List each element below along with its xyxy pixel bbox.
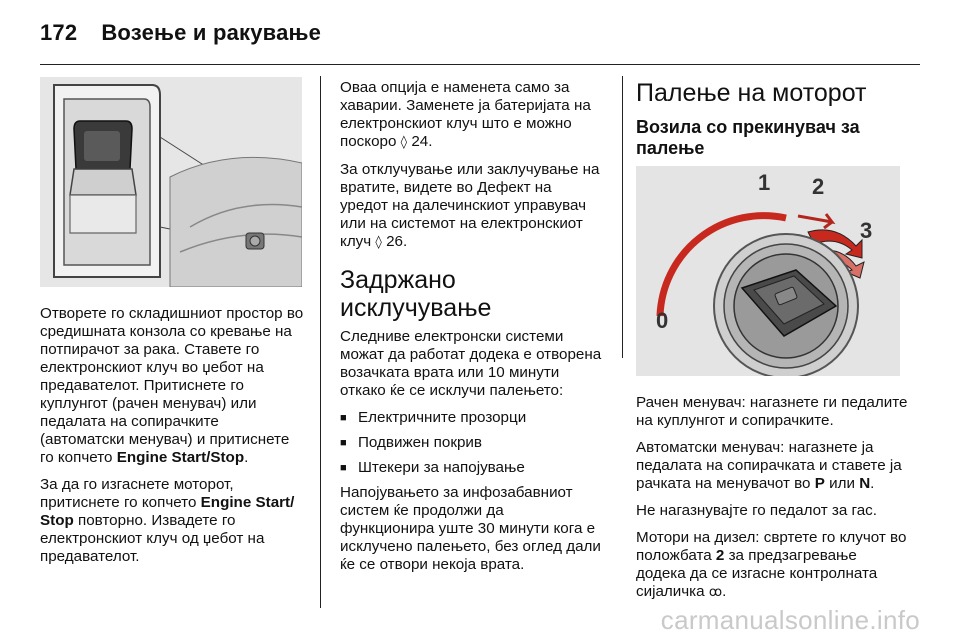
position-label-2: 2	[812, 174, 825, 199]
column-divider-1	[320, 76, 321, 608]
paragraph-text: Автоматски менувач: нагазнете ја педалата на сопирачката и ставете ја рачката на менувачот во	[636, 439, 902, 492]
paragraph	[340, 79, 602, 152]
ignition-switch-figure	[636, 166, 900, 376]
paragraph	[40, 305, 305, 467]
page-title: Возење и ракување	[101, 20, 322, 45]
bullet-list	[340, 409, 602, 477]
page-ref-arrow-icon: ◊	[375, 235, 382, 250]
glow-plug-icon: ꝏ	[708, 585, 723, 600]
paragraph-text: или	[829, 475, 855, 492]
paragraph-text: За да го изгаснете моторот, притиснете го копчето	[40, 476, 234, 511]
gear-p-label: P	[814, 475, 825, 492]
ignition-switch-illustration	[636, 166, 900, 376]
engine-start-stop-label: Engine Start/ Stop	[40, 494, 295, 529]
paragraph-text: за предзагревање додека да се изгасне контролната сијаличка	[636, 547, 878, 600]
page-ref-link[interactable]: 24	[411, 133, 429, 150]
column-divider-2	[622, 76, 623, 358]
header-rule	[40, 64, 920, 65]
paragraph-text: За отклучување или заклучување на вратите, видете во Дефект на уредот на далечинскиот управувач или на системот на електронскиот клуч	[340, 161, 600, 250]
paragraph-text: Оваа опција е наменета само за хаварии. Заменете ја батеријата на електронскиот клуч што е можно поскоро	[340, 79, 591, 150]
list-item: ■ Подвижен покрив	[340, 434, 602, 452]
storage-compartment-illustration	[40, 77, 302, 287]
page-ref-link[interactable]: 26	[386, 233, 403, 250]
paragraph	[636, 439, 908, 493]
paragraph-text: повторно. Извадете го електронскиот клуч од џебот на предавателот.	[40, 512, 265, 565]
paragraph	[340, 161, 602, 252]
subsection-heading: Возила со прекинувач за палење	[636, 117, 860, 158]
punctuation: .	[244, 449, 249, 466]
list-item: ■ Електричните прозорци	[340, 409, 602, 427]
paragraph-text: Мотори на дизел: свртете го клучот во положбата	[636, 529, 907, 564]
punctuation: .	[403, 233, 408, 250]
paragraph: Следниве електронски системи можат да работат додека е отворена возачката врата или 10 минути откако ќе се исклучи палењето:	[340, 328, 602, 399]
paragraph: Напојувањето за инфозабавниот систем ќе продолжи да функционира уште 30 минути кога е исклучено палењето, без оглед дали ќе се отвори некоја врата.	[340, 484, 601, 573]
storage-compartment-figure	[40, 77, 302, 287]
paragraph	[40, 476, 305, 566]
section-heading: Задржано исклучување	[340, 266, 492, 322]
paragraph: Не нагазнувајте го педалот за гас.	[636, 502, 877, 519]
page-ref-arrow-icon: ◊	[400, 135, 408, 150]
watermark: carmanualsonline.info	[660, 605, 920, 635]
list-item: ■ Штекери за напојување	[340, 459, 602, 477]
column-1	[40, 305, 305, 575]
paragraph: Рачен менувач: нагазнете ги педалите на куплунгот и сопирачките.	[636, 394, 908, 429]
page-header	[40, 20, 321, 46]
punctuation: .	[722, 583, 727, 600]
paragraph-text: Отворете го складишниот простор во средишната конзола со кревање на потпирачот за рака. Ставете го електронскиот клуч во џебот на предавателот. Притиснете го куплунгот (рачен менувач) или педалата на сопирачките (автоматски менувач) и притиснете го копчето	[40, 305, 304, 466]
punctuation: .	[428, 133, 433, 150]
position-label-1: 1	[758, 170, 771, 195]
position-label-0: 0	[656, 308, 669, 333]
position-2-label: 2	[715, 547, 725, 564]
position-label-3: 3	[860, 218, 873, 243]
column-3	[636, 79, 902, 159]
engine-start-stop-label: Engine Start/Stop	[116, 449, 245, 466]
column-2	[340, 79, 602, 583]
column-3-body	[636, 394, 908, 611]
page-number: 172	[40, 20, 78, 45]
punctuation: .	[870, 475, 875, 492]
paragraph	[636, 529, 908, 602]
section-heading: Палење на моторот	[636, 79, 867, 107]
gear-n-label: N	[859, 475, 871, 492]
